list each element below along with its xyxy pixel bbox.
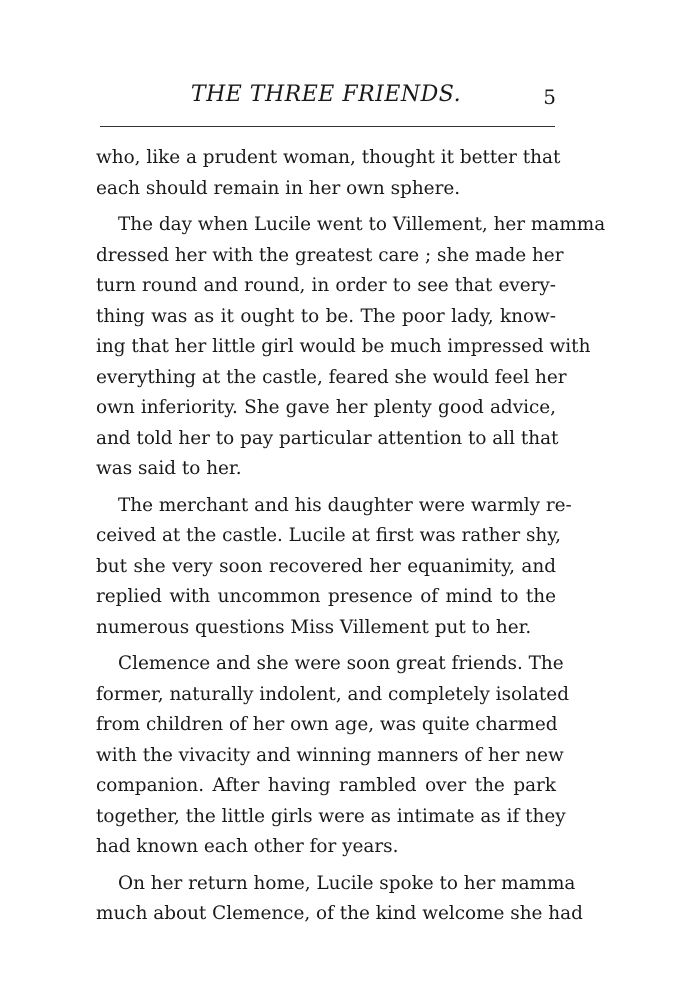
text-line: everything at the castle, feared she would feel her [96, 366, 567, 388]
text-line: replied with uncommon presence of mind to the [96, 586, 556, 607]
text-line: thing was as it ought to be. The poor lady, know- [96, 305, 556, 327]
text-line: each should remain in her own sphere. [96, 177, 461, 199]
header-rule [100, 126, 555, 127]
paragraph [96, 649, 569, 863]
text-line: On her return home, Lucile spoke to her mamma [118, 872, 576, 894]
text-line: and told her to pay particular attention to all that [96, 427, 559, 449]
text-line: from children of her own age, was quite charmed [96, 714, 558, 735]
text-line: turn round and round, in order to see that every- [96, 275, 556, 296]
text-line: numerous questions Miss Villement put to her. [96, 616, 532, 638]
paragraph [96, 491, 572, 644]
text-line: The day when Lucile went to Villement, her mamma [118, 214, 606, 235]
text-line: was said to her. [96, 458, 242, 479]
text-line: The merchant and his daughter were warmly re- [118, 494, 572, 516]
text-line: companion. After having rambled over the park [96, 775, 556, 796]
text-line: former, naturally indolent, and completely isolated [96, 683, 569, 705]
text-line: Clemence and she were soon great friends. The [118, 653, 564, 674]
text-line: much about Clemence, of the kind welcome she had [96, 903, 583, 924]
text-line: ceived at the castle. Lucile at first was rather shy, [96, 525, 562, 546]
text-line: ing that her little girl would be much impressed with [96, 336, 591, 357]
page-number: 5 [543, 85, 556, 109]
paragraph [96, 210, 606, 485]
text-line: but she very soon recovered her equanimity, and [96, 555, 556, 577]
text-line: with the vivacity and winning manners of her new [96, 744, 564, 766]
body-text [96, 143, 606, 930]
paragraph [96, 869, 583, 930]
text-line: together, the little girls were as intimate as if they [96, 805, 566, 827]
text-line: own inferiority. She gave her plenty good advice, [96, 397, 556, 418]
page-header [96, 82, 556, 122]
text-line: dressed her with the greatest care ; she made her [96, 244, 564, 266]
running-title: THE THREE FRIENDS. [190, 82, 462, 107]
text-line: had known each other for years. [96, 836, 399, 857]
text-line: who, like a prudent woman, thought it better that [96, 147, 561, 168]
paragraph [96, 143, 561, 204]
